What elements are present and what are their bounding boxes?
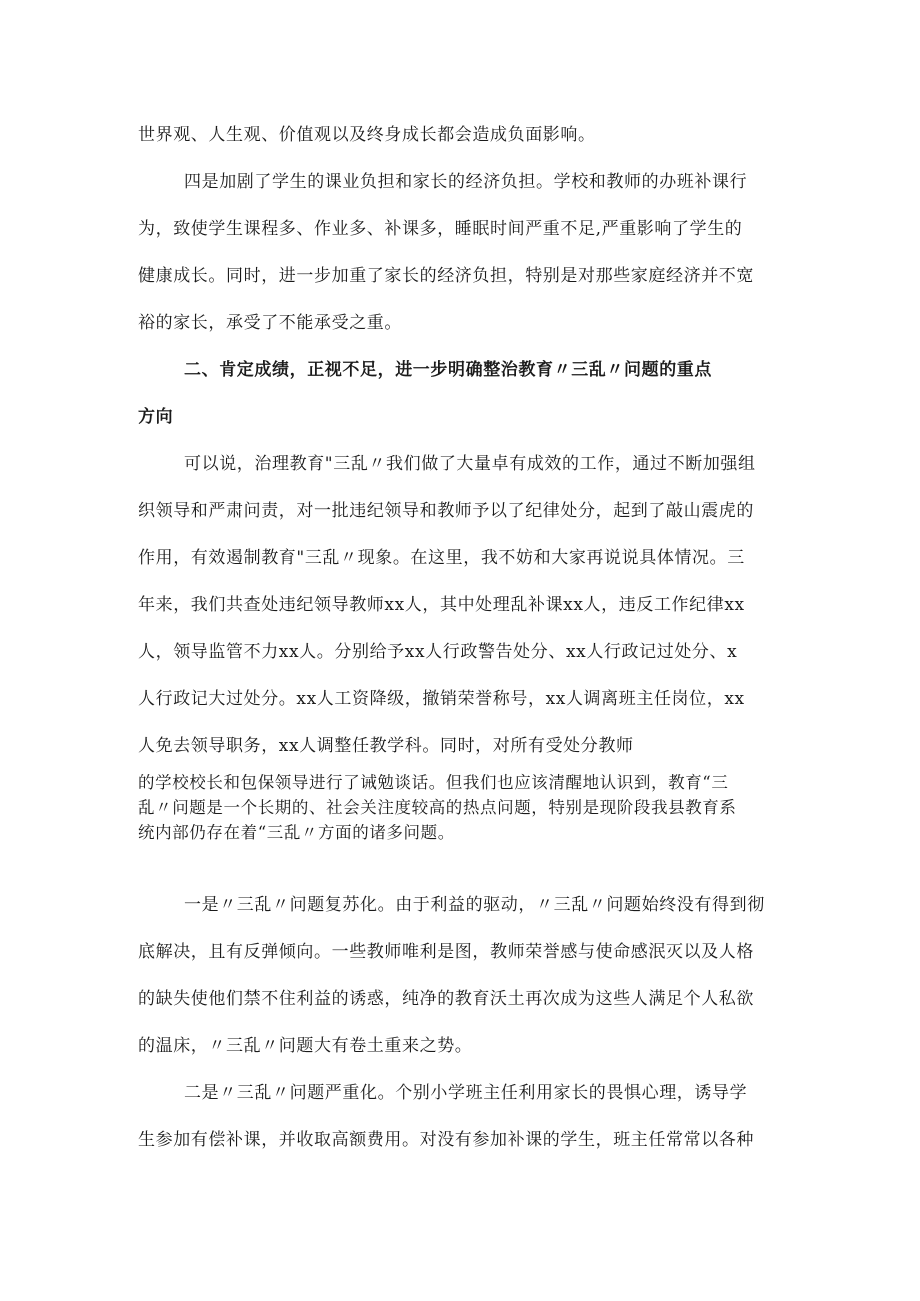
paragraph-point-four bbox=[138, 159, 786, 347]
text-line: 为，致使学生课程多、作业多、补课多，睡眠时间严重不足,严重影响了学生的 bbox=[138, 219, 743, 239]
text-line: 统内部仍存在着“三乱〃方面的诸多问题。 bbox=[138, 823, 455, 842]
text-line: 四是加剧了学生的课业负担和家长的经济负担。学校和教师的办班补课行 bbox=[184, 172, 748, 192]
text-line: 裕的家长，承受了不能承受之重。 bbox=[138, 313, 402, 333]
text-line: 作用，有效遏制教育"三乱〃现象。在这里，我不妨和大家再说说具体情况。三 bbox=[138, 548, 745, 568]
text-line: 人行政记大过处分。xx人工资降级，撤销荣誉称号，xx人调离班主任岗位，xx bbox=[138, 689, 745, 709]
text-line: 二是〃三乱〃问题严重化。个别小学班主任利用家长的畏惧心理，诱导学 bbox=[184, 1083, 748, 1103]
text-line: 生参加有偿补课，并收取高额费用。对没有参加补课的学生，班主任常常以各种 bbox=[138, 1130, 754, 1150]
paragraph-achievements bbox=[138, 441, 786, 770]
text-line: 人免去领导职务，xx人调整任教学科。同时，对所有受处分教师 bbox=[138, 736, 634, 756]
section-heading-two bbox=[138, 347, 786, 441]
heading-line: 方向 bbox=[138, 407, 174, 427]
text-line: 底解决，且有反弹倾向。一些教师唯利是图，教师荣誉感与使命感泯灭以及人格 bbox=[138, 942, 754, 962]
text-line: 年来，我们共查处违纪领导教师xx人，其中处理乱补课xx人，违反工作纪律xx bbox=[138, 595, 745, 615]
paragraph-point-two bbox=[138, 1070, 786, 1164]
text-line: 的缺失使他们禁不住利益的诱惑，纯净的教育沃土再次成为这些人满足个人私欲 bbox=[138, 989, 754, 1009]
paragraph-awareness bbox=[138, 770, 786, 845]
paragraph-continuation bbox=[138, 112, 786, 159]
text-line: 的学校校长和包保领导进行了诫勉谈话。但我们也应该清醒地认识到，教育“三 bbox=[138, 773, 729, 792]
text-line: 人，领导监管不力xx人。分别给予xx人行政警告处分、xx人行政记过处分、x bbox=[138, 642, 738, 662]
text-line: 的温床，〃三乱〃问题大有卷土重来之势。 bbox=[138, 1036, 473, 1056]
text-line: 乱〃问题是一个长期的、社会关注度较高的热点问题，特别是现阶段我县教育系 bbox=[138, 798, 737, 817]
text-line: 健康成长。同时，进一步加重了家长的经济负担，特别是对那些家庭经济并不宽 bbox=[138, 266, 754, 286]
text-line: 世界观、人生观、价值观以及终身成长都会造成负面影响。 bbox=[138, 125, 596, 145]
heading-line: 二、肯定成绩，正视不足，进一步明确整治教育〃三乱〃问题的重点 bbox=[184, 360, 712, 380]
text-line: 可以说，治理教育"三乱〃我们做了大量卓有成效的工作，通过不断加强组 bbox=[184, 454, 756, 474]
text-line: 一是〃三乱〃问题复苏化。由于利益的驱动，〃三乱〃问题始终没有得到彻 bbox=[184, 895, 765, 915]
paragraph-point-one bbox=[138, 882, 786, 1070]
text-line: 织领导和严肃问责，对一批违纪领导和教师予以了纪律处分，起到了敲山震虎的 bbox=[138, 501, 754, 521]
